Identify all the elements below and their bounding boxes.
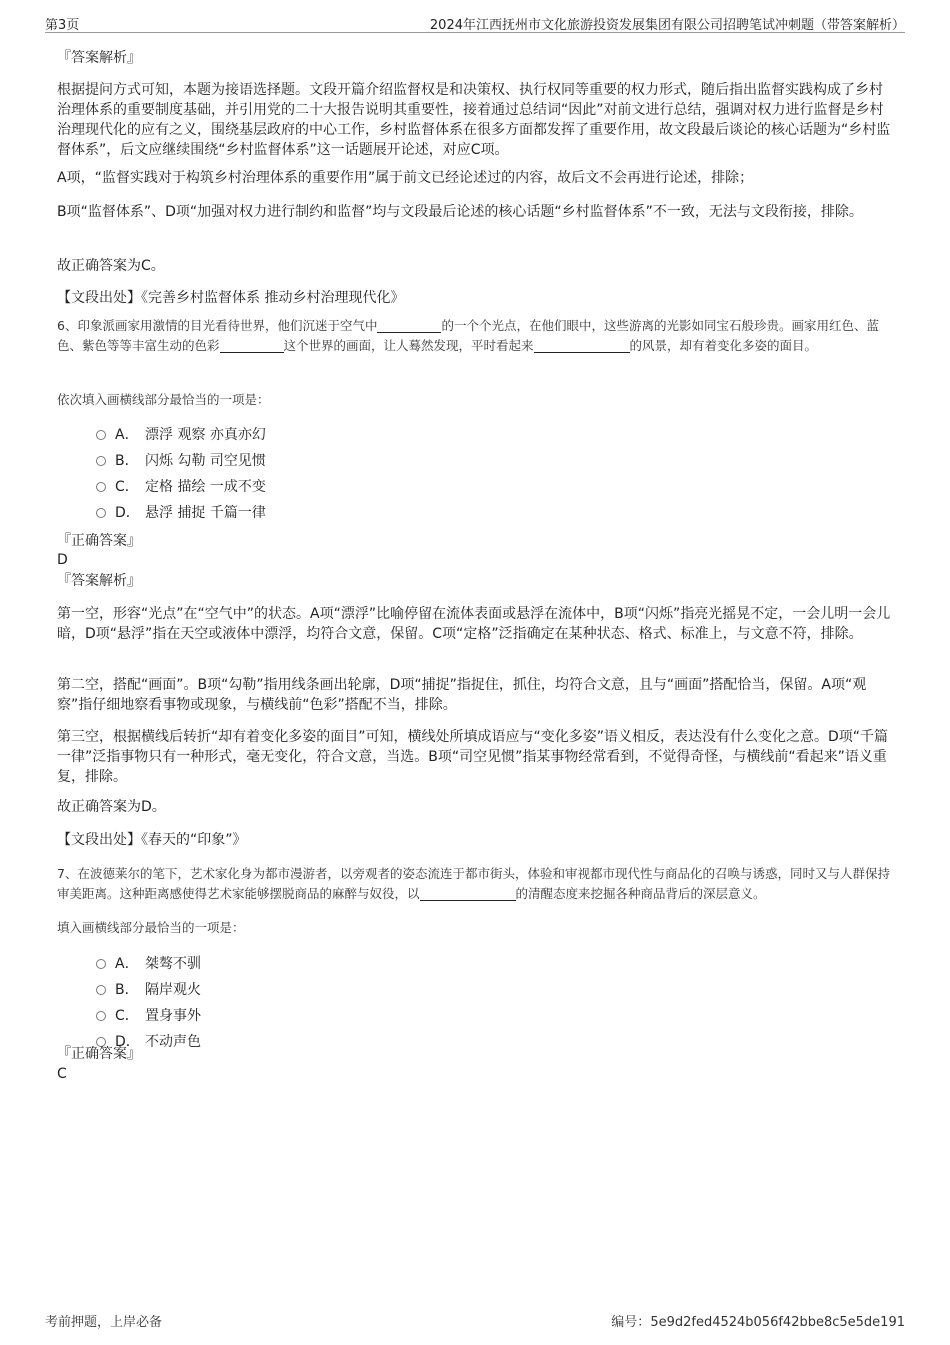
- q6-option-b[interactable]: B． 闪烁 勾勒 司空见惯: [96, 451, 266, 471]
- radio-icon[interactable]: [96, 508, 106, 518]
- q6-analysis-label: 『答案解析』: [57, 573, 141, 589]
- q5-analysis-paragraph: A项，“监督实践对于构筑乡村治理体系的重要作用”属于前文已经论述过的内容，故后文不会再进行论述，排除；: [57, 170, 754, 186]
- blank-line: [534, 338, 630, 353]
- q6-prompt: 依次填入画横线部分最恰当的一项是：: [57, 392, 270, 407]
- radio-icon[interactable]: [96, 985, 106, 995]
- q7-stem: 7、在波德莱尔的笔下，艺术家化身为都市漫游者，以旁观者的姿态流连于都市街头，体验和审视都市现代性与商品化的召唤与诱惑，同时又与人群保持审美距离。这种距离感使得艺术家能够摆脱商品的麻醉与奴役，以 的清醒态度来挖掘各种商品背后的深层意义。: [57, 866, 890, 901]
- radio-icon[interactable]: [96, 456, 106, 466]
- q6-answer: D: [57, 552, 68, 568]
- q7-option-d[interactable]: D． 不动声色: [96, 1032, 201, 1052]
- q6-option-d[interactable]: D． 悬浮 捕捉 千篇一律: [96, 503, 266, 523]
- q6-option-c[interactable]: C． 定格 描绘 一成不变: [96, 477, 266, 497]
- blank-line: [220, 338, 284, 353]
- q5-source: 【文段出处】《完善乡村监督体系 推动乡村治理现代化》: [57, 290, 405, 306]
- q6-answer-label: 『正确答案』: [57, 533, 141, 549]
- q6-analysis-paragraph: 第二空，搭配“画面”。B项“勾勒”指用线条画出轮廓，D项“捕捉”指捉住，抓住，均符合文意，且与“画面”搭配恰当，保留。A项“观察”指仔细地察看事物或现象，与横线前“色彩”搭配不当，排除。: [57, 677, 867, 713]
- document-title: 2024年江西抚州市文化旅游投资发展集团有限公司招聘笔试冲刺题（带答案解析）: [429, 18, 905, 33]
- q7-answer: C: [57, 1066, 67, 1082]
- q6-option-a[interactable]: A． 漂浮 观察 亦真亦幻: [96, 425, 266, 445]
- blank-line: [377, 318, 441, 333]
- radio-icon[interactable]: [96, 430, 106, 440]
- radio-icon[interactable]: [96, 482, 106, 492]
- radio-icon[interactable]: [96, 1011, 106, 1021]
- q7-option-a[interactable]: A． 桀骜不驯: [96, 954, 201, 974]
- q7-answer-label: 『正确答案』: [57, 1046, 141, 1062]
- q6-analysis-paragraph: 第三空，根据横线后转折“却有着变化多姿的面目”可知，横线处所填成语应与“变化多姿”语义相反，表达没有什么变化之意。D项“千篇一律”泛指事物只有一种形式，毫无变化，符合文意，当选。B项“司空见惯”指某事物经常看到，不觉得奇怪，与横线前“看起来”语义重复，排除。: [57, 729, 889, 785]
- q7-option-b[interactable]: B． 隔岸观火: [96, 980, 201, 1000]
- q6-stem: 6、印象派画家用激情的目光看待世界，他们沉迷于空气中 的一个个光点，在他们眼中，这些游离的光影如同宝石般珍贵。画家用红色、蓝色、紫色等等丰富生动的色彩 这个世界的画面，让人蓦然发现，平时看起来 的风景，却有着变化多姿的面目。: [57, 318, 879, 353]
- footer-code: 编号：5e9d2fed4524b056f42bbe8c5e5de191: [611, 1315, 905, 1330]
- radio-icon[interactable]: [96, 959, 106, 969]
- header-divider: [45, 32, 905, 33]
- q7-prompt: 填入画横线部分最恰当的一项是：: [57, 920, 245, 935]
- q5-analysis-label: 『答案解析』: [57, 50, 141, 66]
- blank-line: [420, 886, 516, 901]
- footer-slogan: 考前押题，上岸必备: [45, 1315, 163, 1330]
- q6-analysis-paragraph: 第一空，形容“光点”在“空气中”的状态。A项“漂浮”比喻停留在流体表面或悬浮在流体中，B项“闪烁”指亮光摇晃不定，一会儿明一会儿暗，D项“悬浮”指在天空或液体中漂浮，均符合文意，保留。C项“定格”泛指确定在某种状态、格式、标准上，与文意不符，排除。: [57, 606, 891, 642]
- page-number: 第3页: [45, 18, 80, 33]
- q5-conclusion: 故正确答案为C。: [57, 258, 165, 274]
- q5-analysis-paragraph: B项“监督体系”、D项“加强对权力进行制约和监督”均与文段最后论述的核心话题“乡村监督体系”不一致，无法与文段衔接，排除。: [57, 204, 863, 220]
- q5-analysis-paragraph: 根据提问方式可知，本题为接语选择题。文段开篇介绍监督权是和决策权、执行权同等重要的权力形式，随后指出监督实践构成了乡村治理体系的重要制度基础，并引用党的二十大报告说明其重要性，接着通过总结词“因此”对前文进行总结，强调对权力进行监督是乡村治理现代化的应有之义，围绕基层政府的中心工作，乡村监督体系在很多方面都发挥了重要作用，故文段最后谈论的核心话题为“乡村监督体系”，后文应继续围绕“乡村监督体系”这一话题展开论述，对应C项。: [57, 82, 891, 158]
- q7-option-c[interactable]: C． 置身事外: [96, 1006, 201, 1026]
- q6-conclusion: 故正确答案为D。: [57, 799, 166, 815]
- q6-source: 【文段出处】《春天的“印象”》: [57, 832, 247, 848]
